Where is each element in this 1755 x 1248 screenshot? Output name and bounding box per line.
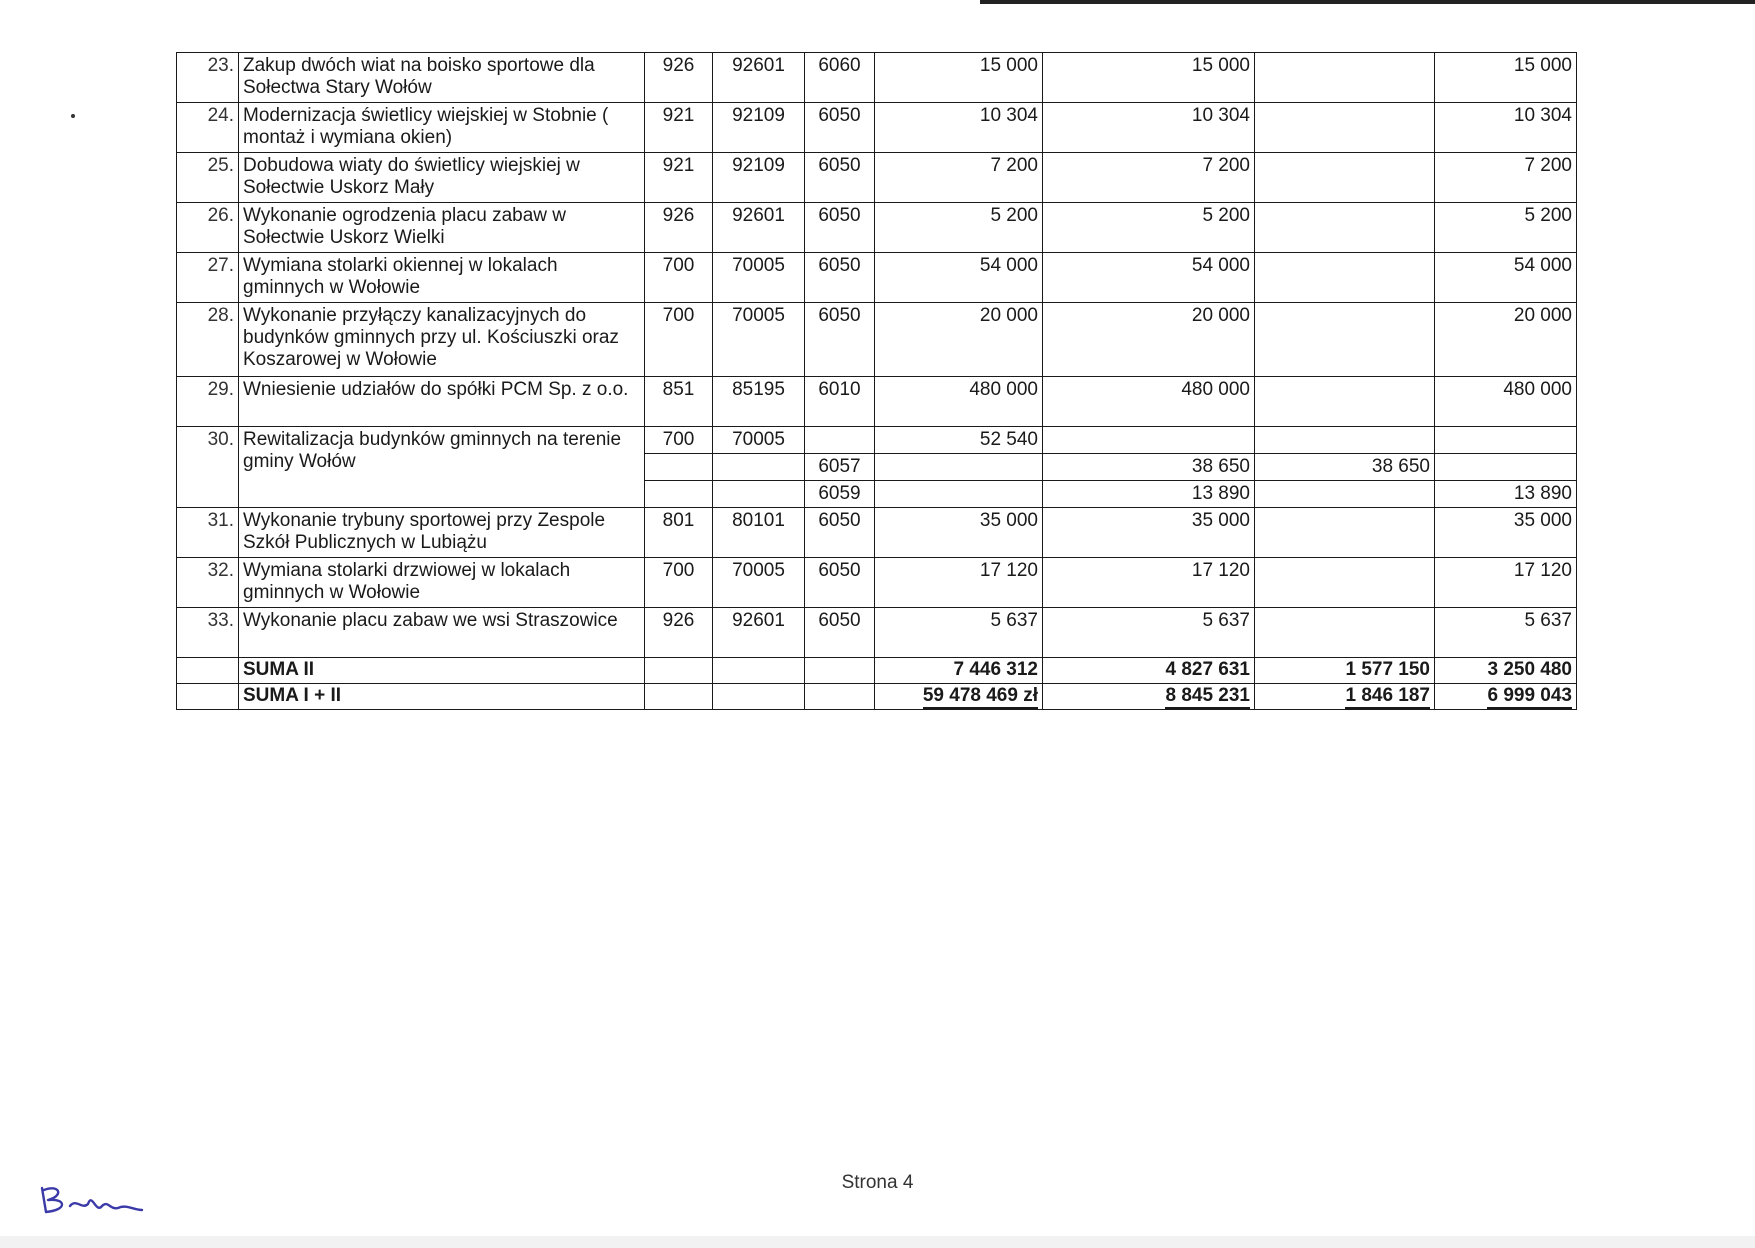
row-number: 29. [177,377,239,427]
paragraf-cell: 6050 [805,253,875,303]
paragraf-cell: 6010 [805,377,875,427]
dzial-cell [645,454,713,481]
dzial-cell: 851 [645,377,713,427]
sum-row-suma-ii [177,658,1577,684]
total-cost-cell: 10 304 [875,103,1043,153]
year-amount-cell [1043,427,1255,454]
year-amount-cell: 480 000 [1043,377,1255,427]
total-cost-cell: 20 000 [875,303,1043,377]
funding-source-a-cell [1255,253,1435,303]
sum-row-suma-i-ii [177,684,1577,710]
rozdzial-cell: 70005 [713,558,805,608]
funding-source-b-cell: 15 000 [1435,53,1577,103]
rozdzial-cell: 85195 [713,377,805,427]
year-amount-cell: 10 304 [1043,103,1255,153]
year-amount-cell: 15 000 [1043,53,1255,103]
rozdzial-cell: 80101 [713,508,805,558]
year-amount-cell: 20 000 [1043,303,1255,377]
sum-label: SUMA II [239,658,645,684]
total-cost-cell: 5 637 [875,608,1043,658]
task-description: Wymiana stolarki drzwiowej w lokalach gminnych w Wołowie [239,558,645,608]
funding-source-a-cell [1255,608,1435,658]
row-number: 24. [177,103,239,153]
rozdzial-cell: 70005 [713,303,805,377]
paragraf-cell: 6057 [805,454,875,481]
dzial-cell: 921 [645,153,713,203]
funding-source-b-cell: 35 000 [1435,508,1577,558]
sum-label: SUMA I + II [239,684,645,710]
year-amount-cell: 5 637 [1043,608,1255,658]
row-number [177,658,239,684]
paragraf-cell: 6050 [805,508,875,558]
funding-source-b-cell: 10 304 [1435,103,1577,153]
total-cost-cell: 15 000 [875,53,1043,103]
table-row [177,253,1577,303]
funding-source-b-cell: 13 890 [1435,481,1577,508]
task-description: Wykonanie placu zabaw we wsi Straszowice [239,608,645,658]
task-description: Dobudowa wiaty do świetlicy wiejskiej w Sołectwie Uskorz Mały [239,153,645,203]
table-row [177,377,1577,427]
rozdzial-cell: 92601 [713,608,805,658]
funding-source-a-cell [1255,53,1435,103]
funding-source-b-cell [1435,454,1577,481]
funding-source-a-cell [1255,481,1435,508]
total-cost-cell: 5 200 [875,203,1043,253]
grand-funding-a: 1 846 187 [1255,684,1435,710]
rozdzial-cell [713,454,805,481]
paragraf-cell: 6060 [805,53,875,103]
rozdzial-cell: 92601 [713,53,805,103]
dzial-cell [645,481,713,508]
funding-source-a-cell [1255,103,1435,153]
row-number: 28. [177,303,239,377]
table-row [177,558,1577,608]
task-description: Wykonanie ogrodzenia placu zabaw w Sołectwie Uskorz Wielki [239,203,645,253]
row-number: 31. [177,508,239,558]
funding-source-a-cell [1255,508,1435,558]
paragraf-cell [805,684,875,710]
total-cost-cell [875,454,1043,481]
funding-source-b-cell: 5 200 [1435,203,1577,253]
dzial-cell: 926 [645,203,713,253]
dzial-cell [645,684,713,710]
rozdzial-cell [713,481,805,508]
funding-source-b-cell: 54 000 [1435,253,1577,303]
paragraf-cell [805,427,875,454]
rozdzial-cell: 70005 [713,253,805,303]
rozdzial-cell: 70005 [713,427,805,454]
table-row [177,53,1577,103]
paragraf-cell: 6050 [805,103,875,153]
row-number [177,684,239,710]
dzial-cell: 801 [645,508,713,558]
table-row [177,153,1577,203]
total-cost-cell: 7 200 [875,153,1043,203]
row-number: 33. [177,608,239,658]
paragraf-cell [805,658,875,684]
table-row [177,508,1577,558]
row-number: 23. [177,53,239,103]
task-description: Modernizacja świetlicy wiejskiej w Stobnie ( montaż i wymiana okien) [239,103,645,153]
table-row [177,427,1577,454]
row-number: 30. [177,427,239,508]
funding-source-b-cell: 17 120 [1435,558,1577,608]
rozdzial-cell: 92109 [713,153,805,203]
task-description: Wykonanie trybuny sportowej przy Zespole Szkół Publicznych w Lubiążu [239,508,645,558]
total-cost-cell: 52 540 [875,427,1043,454]
rozdzial-cell [713,684,805,710]
signature-mark [38,1180,158,1220]
table-row [177,203,1577,253]
rozdzial-cell: 92601 [713,203,805,253]
funding-source-a-cell [1255,377,1435,427]
page-number: Strona 4 [841,1172,914,1193]
dzial-cell: 700 [645,558,713,608]
task-description: Wymiana stolarki okiennej w lokalach gminnych w Wołowie [239,253,645,303]
top-border-line [980,0,1755,4]
paragraf-cell: 6059 [805,481,875,508]
sum-funding-b: 3 250 480 [1435,658,1577,684]
task-description: Wniesienie udziałów do spółki PCM Sp. z o.o. [239,377,645,427]
grand-total-cost: 59 478 469 zł [875,684,1043,710]
funding-source-b-cell: 7 200 [1435,153,1577,203]
row-number: 27. [177,253,239,303]
sum-year-amount: 4 827 631 [1043,658,1255,684]
total-cost-cell [875,481,1043,508]
paragraf-cell: 6050 [805,153,875,203]
funding-source-a-cell: 38 650 [1255,454,1435,481]
paragraf-cell: 6050 [805,203,875,253]
funding-source-b-cell: 5 637 [1435,608,1577,658]
task-description: Zakup dwóch wiat na boisko sportowe dla Sołectwa Stary Wołów [239,53,645,103]
funding-source-a-cell [1255,427,1435,454]
funding-source-a-cell [1255,203,1435,253]
year-amount-cell: 54 000 [1043,253,1255,303]
dzial-cell: 921 [645,103,713,153]
scan-mark [71,114,75,118]
paragraf-cell: 6050 [805,303,875,377]
task-description: Wykonanie przyłączy kanalizacyjnych do budynków gminnych przy ul. Kościuszki oraz Koszarowej w Wołowie [239,303,645,377]
table-row [177,103,1577,153]
paragraf-cell: 6050 [805,608,875,658]
paragraf-cell: 6050 [805,558,875,608]
sum-funding-a: 1 577 150 [1255,658,1435,684]
dzial-cell [645,658,713,684]
year-amount-cell: 7 200 [1043,153,1255,203]
total-cost-cell: 480 000 [875,377,1043,427]
rozdzial-cell [713,658,805,684]
dzial-cell: 700 [645,427,713,454]
funding-source-a-cell [1255,303,1435,377]
year-amount-cell: 38 650 [1043,454,1255,481]
total-cost-cell: 17 120 [875,558,1043,608]
funding-source-a-cell [1255,153,1435,203]
scan-bottom-edge [0,1236,1755,1248]
dzial-cell: 926 [645,53,713,103]
funding-source-b-cell [1435,427,1577,454]
grand-funding-b: 6 999 043 [1435,684,1577,710]
year-amount-cell: 13 890 [1043,481,1255,508]
table-row [177,303,1577,377]
total-cost-cell: 35 000 [875,508,1043,558]
total-cost-cell: 54 000 [875,253,1043,303]
dzial-cell: 700 [645,303,713,377]
year-amount-cell: 35 000 [1043,508,1255,558]
row-number: 25. [177,153,239,203]
rozdzial-cell: 92109 [713,103,805,153]
funding-source-a-cell [1255,558,1435,608]
task-description: Rewitalizacja budynków gminnych na terenie gminy Wołów [239,427,645,508]
row-number: 32. [177,558,239,608]
table-row [177,608,1577,658]
dzial-cell: 926 [645,608,713,658]
dzial-cell: 700 [645,253,713,303]
sum-total-cost: 7 446 312 [875,658,1043,684]
investment-table [176,52,1577,710]
funding-source-b-cell: 480 000 [1435,377,1577,427]
row-number: 26. [177,203,239,253]
funding-source-b-cell: 20 000 [1435,303,1577,377]
year-amount-cell: 17 120 [1043,558,1255,608]
year-amount-cell: 5 200 [1043,203,1255,253]
grand-year-amount: 8 845 231 [1043,684,1255,710]
